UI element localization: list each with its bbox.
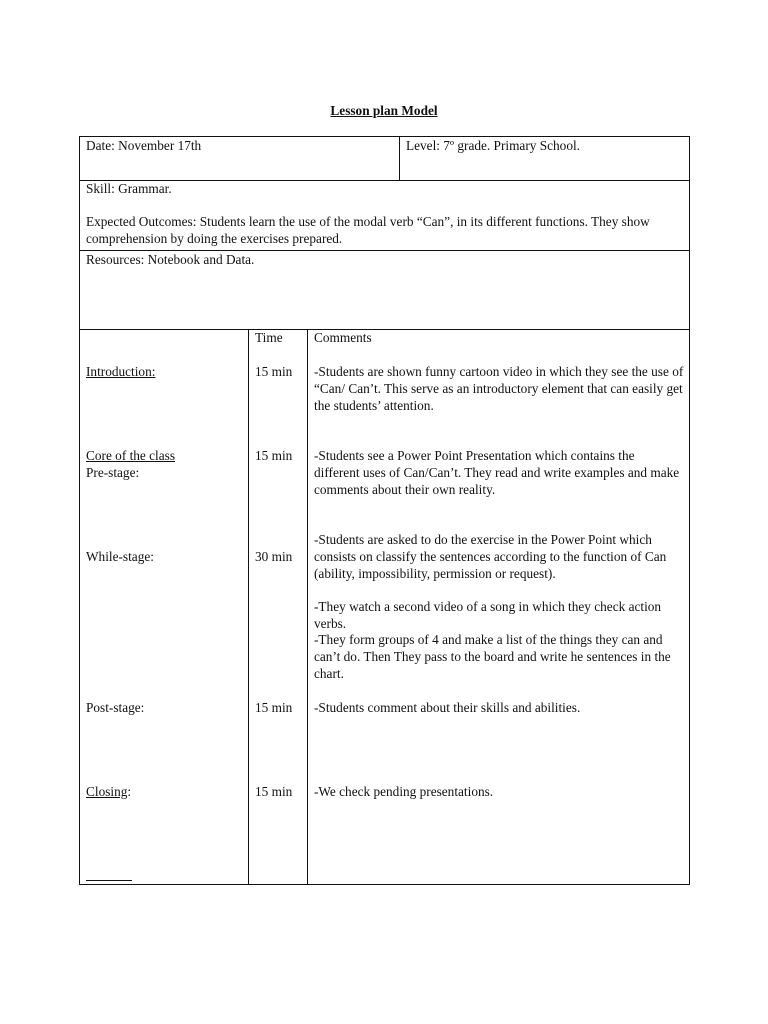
closing-time: 15 min xyxy=(255,784,293,799)
column-divider-time xyxy=(248,329,249,885)
introduction-time: 15 min xyxy=(255,364,293,379)
post-stage-time: 15 min xyxy=(255,700,293,715)
resources-field: Resources: Notebook and Data. xyxy=(86,252,255,267)
column-divider-level xyxy=(399,136,400,181)
while-stage-comment-3: -They form groups of 4 and make a list of the things they can and can’t do. Then They pass to the board and write he sentences in the chart. xyxy=(314,632,671,681)
post-stage-comment: -Students comment about their skills and abilities. xyxy=(314,700,581,715)
closing-label-wrap xyxy=(86,784,131,801)
expected-outcomes: Expected Outcomes: Students learn the use of the modal verb “Can”, in its different functions. They show comprehension by doing the exercises prepared. xyxy=(86,214,650,246)
introduction-comment: -Students are shown funny cartoon video in which they see the use of “Can/ Can’t. This serve as an introductory element that can easily get the students’ attention. xyxy=(314,364,684,413)
core-label: Core of the class xyxy=(86,448,175,463)
lesson-plan-table xyxy=(79,136,690,885)
pre-stage-time: 15 min xyxy=(255,448,293,463)
pre-stage-label: Pre-stage: xyxy=(86,465,140,480)
while-stage-label: While-stage: xyxy=(86,549,154,564)
level-field: Level: 7º grade. Primary School. xyxy=(406,138,580,153)
closing-colon: : xyxy=(127,784,132,799)
introduction-label: Introduction: xyxy=(86,364,156,379)
comments-header: Comments xyxy=(314,330,372,345)
pre-stage-comment: -Students see a Power Point Presentation which contains the different uses of Can/Can’t. They read and write examples and make comments about their own reality. xyxy=(314,448,680,497)
closing-label: Closing xyxy=(86,784,128,799)
blank-underline xyxy=(86,880,132,881)
column-divider-comments xyxy=(307,329,308,885)
date-field: Date: November 17th xyxy=(86,138,202,153)
row-divider-resources xyxy=(79,329,690,330)
skill-field: Skill: Grammar. xyxy=(86,181,172,196)
while-stage-time: 30 min xyxy=(255,549,293,564)
page-title: Lesson plan Model xyxy=(330,103,438,118)
post-stage-label: Post-stage: xyxy=(86,700,145,715)
time-header: Time xyxy=(255,330,283,345)
while-stage-comment-1: -Students are asked to do the exercise in the Power Point which consists on classify the sentences according to the function of Can (ability, impossibility, permission or request). xyxy=(314,532,667,581)
closing-comment: -We check pending presentations. xyxy=(314,784,494,799)
while-stage-comment-2: -They watch a second video of a song in which they check action verbs. xyxy=(314,599,662,631)
row-divider-skill xyxy=(79,250,690,251)
